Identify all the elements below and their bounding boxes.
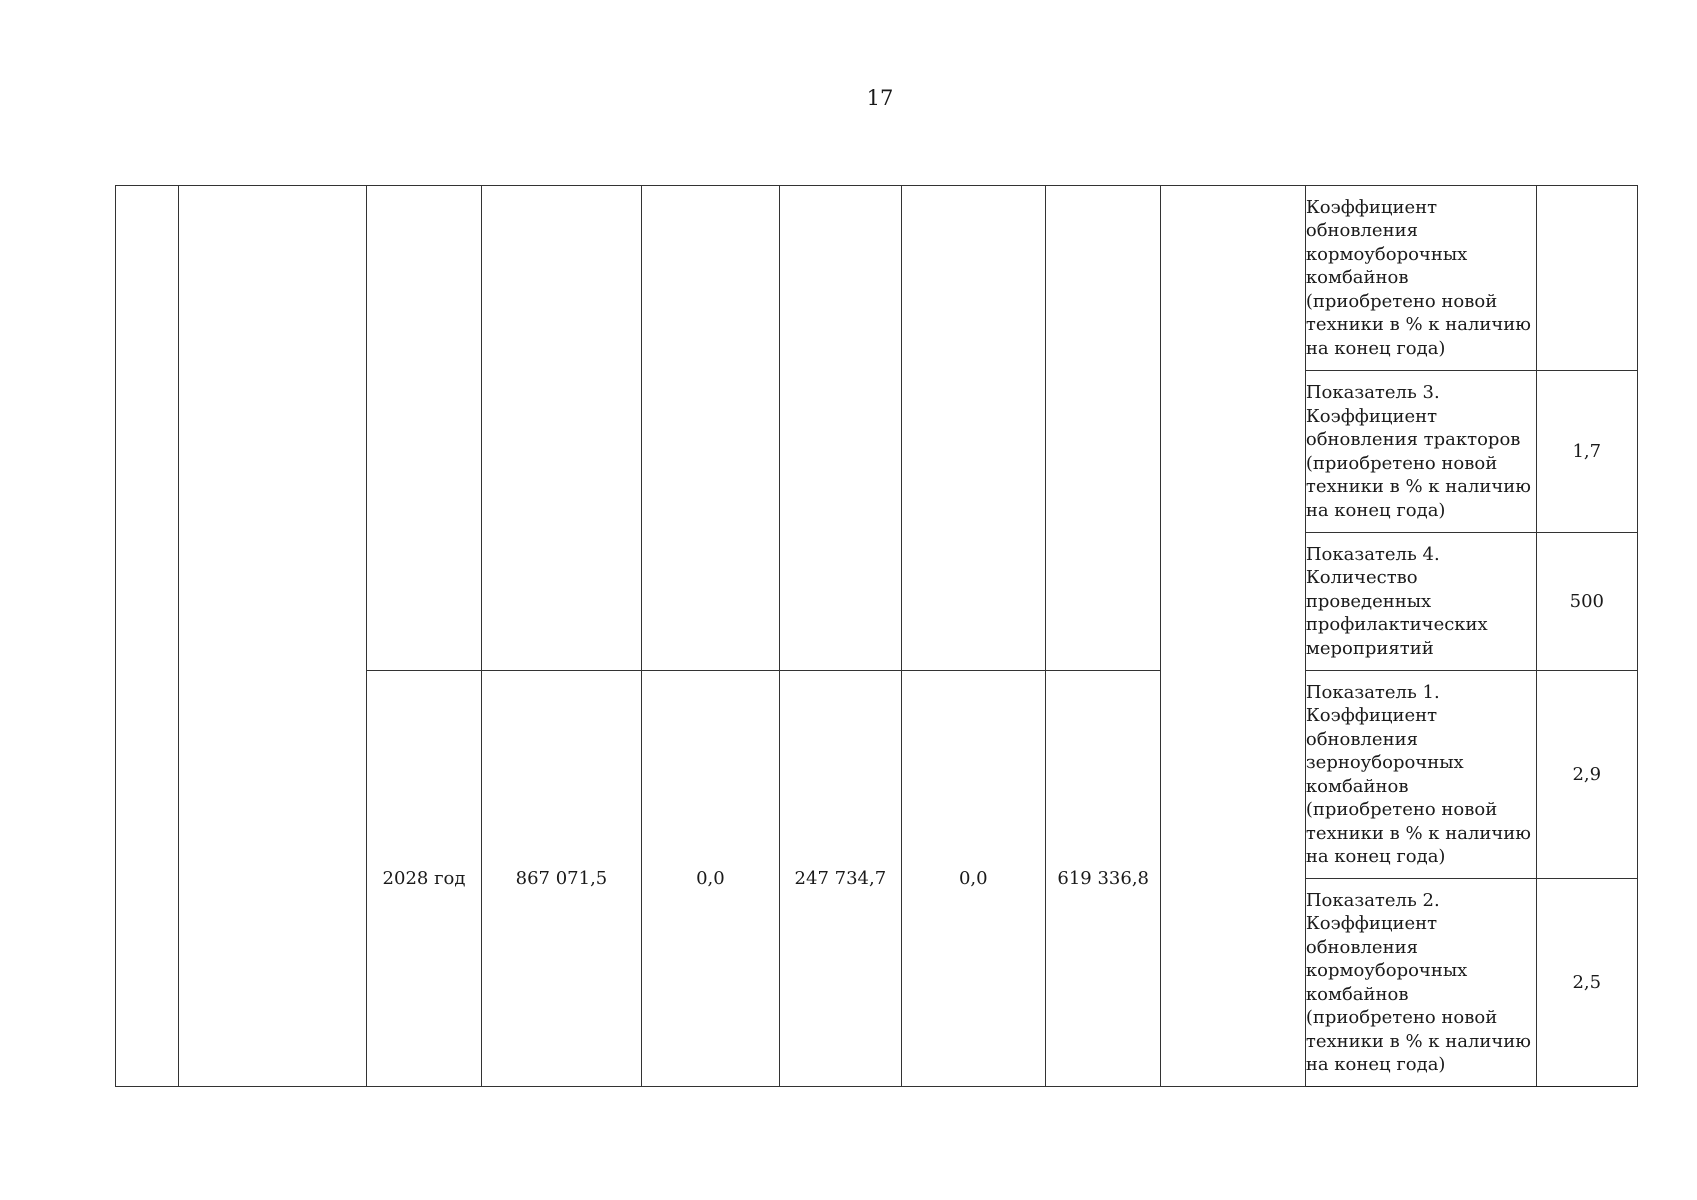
empty-cell (641, 186, 779, 671)
indicator-value: 1,7 (1536, 371, 1637, 533)
indicator-text: Показатель 3. Коэффициент обновления тракторов (приобретено новой техники в % к наличию на конец года) (1305, 371, 1536, 533)
empty-cell (1046, 186, 1161, 671)
col-executor-cell (1161, 186, 1305, 1087)
program-table (115, 185, 1638, 1087)
indicator-value: 2,9 (1536, 671, 1637, 879)
empty-cell (780, 186, 901, 671)
empty-cell (366, 186, 481, 671)
page-number: 17 (866, 86, 894, 110)
empty-cell (482, 186, 642, 671)
other-amount-cell: 619 336,8 (1046, 671, 1161, 1087)
empty-cell (901, 186, 1045, 671)
col-name-cell (179, 186, 367, 1087)
indicator-text: Коэффициент обновления кормоуборочных комбайнов (приобретено новой техники в % к наличию на конец года) (1305, 186, 1536, 371)
indicator-value: 2,5 (1536, 879, 1637, 1087)
table-row (116, 186, 1638, 371)
indicator-text: Показатель 2. Коэффициент обновления кормоуборочных комбайнов (приобретено новой техники в % к наличию на конец года) (1305, 879, 1536, 1087)
local-amount-cell: 0,0 (901, 671, 1045, 1087)
indicator-text: Показатель 4. Количество проведенных профилактических мероприятий (1305, 533, 1536, 671)
year-cell: 2028 год (366, 671, 481, 1087)
federal-amount-cell: 0,0 (641, 671, 779, 1087)
indicator-value (1536, 186, 1637, 371)
indicator-text: Показатель 1. Коэффициент обновления зерноуборочных комбайнов (приобретено новой техники в % к наличию на конец года) (1305, 671, 1536, 879)
col-number-cell (116, 186, 179, 1087)
total-amount-cell: 867 071,5 (482, 671, 642, 1087)
regional-amount-cell: 247 734,7 (780, 671, 901, 1087)
indicator-value: 500 (1536, 533, 1637, 671)
